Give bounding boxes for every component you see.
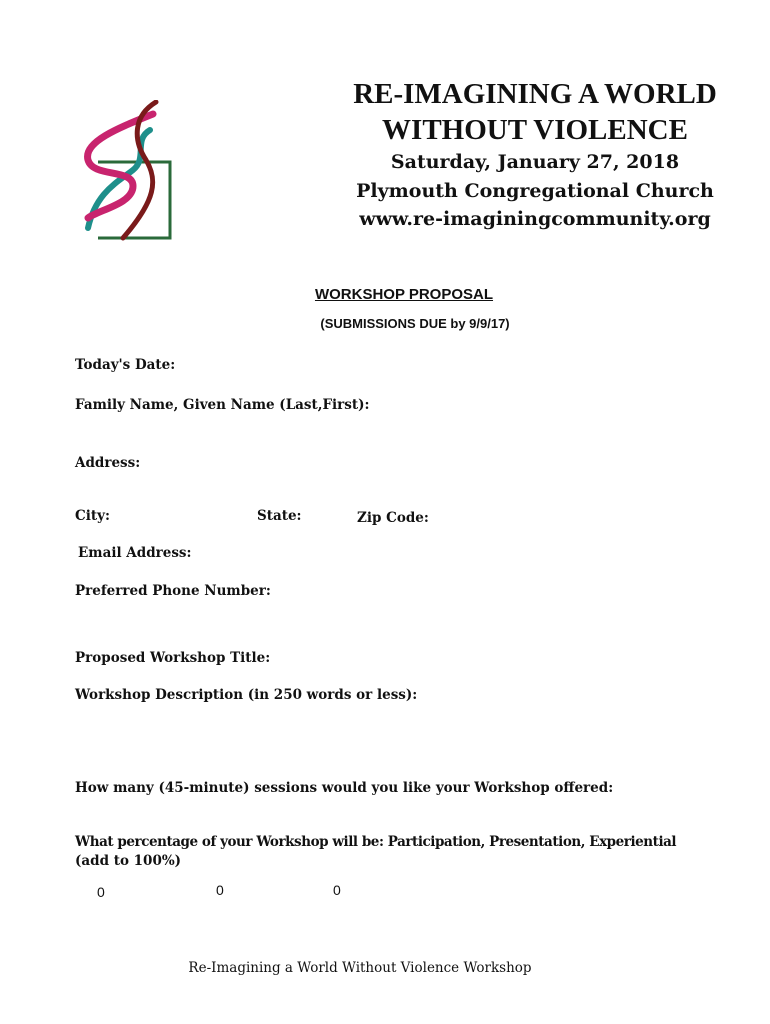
- form-heading: WORKSHOP PROPOSAL: [314, 286, 494, 303]
- submission-due-note: (SUBMISSIONS DUE by 9/9/17): [320, 316, 510, 331]
- percentage-note: (add to 100%): [75, 853, 182, 869]
- todays-date-label: Today's Date:: [75, 357, 176, 373]
- experiential-value[interactable]: 0: [333, 882, 341, 898]
- zip-code-label: Zip Code:: [357, 510, 429, 526]
- event-title-line1: RE-IMAGINING A WORLD: [353, 78, 717, 110]
- event-date: Saturday, January 27, 2018: [390, 151, 680, 173]
- event-title-line2: WITHOUT VIOLENCE: [382, 114, 688, 146]
- sessions-label: How many (45-minute) sessions would you like your Workshop offered:: [75, 780, 614, 796]
- workshop-description-label: Workshop Description (in 250 words or less):: [75, 687, 418, 703]
- event-venue: Plymouth Congregational Church: [356, 180, 714, 202]
- state-label: State:: [257, 508, 302, 524]
- ribbon-logo-icon: [78, 100, 178, 244]
- email-label: Email Address:: [78, 545, 192, 561]
- percentage-label: What percentage of your Workshop will be: Participation, Presentation, Experiential: [75, 834, 677, 850]
- name-label: Family Name, Given Name (Last,First):: [75, 397, 370, 413]
- workshop-title-label: Proposed Workshop Title:: [75, 650, 271, 666]
- city-label: City:: [75, 508, 110, 524]
- event-website: www.re-imaginingcommunity.org: [359, 208, 711, 230]
- presentation-value[interactable]: 0: [216, 882, 224, 898]
- phone-label: Preferred Phone Number:: [75, 583, 271, 599]
- address-label: Address:: [75, 455, 141, 471]
- page-footer: Re-Imagining a World Without Violence Workshop: [188, 960, 532, 976]
- participation-value[interactable]: 0: [97, 884, 105, 900]
